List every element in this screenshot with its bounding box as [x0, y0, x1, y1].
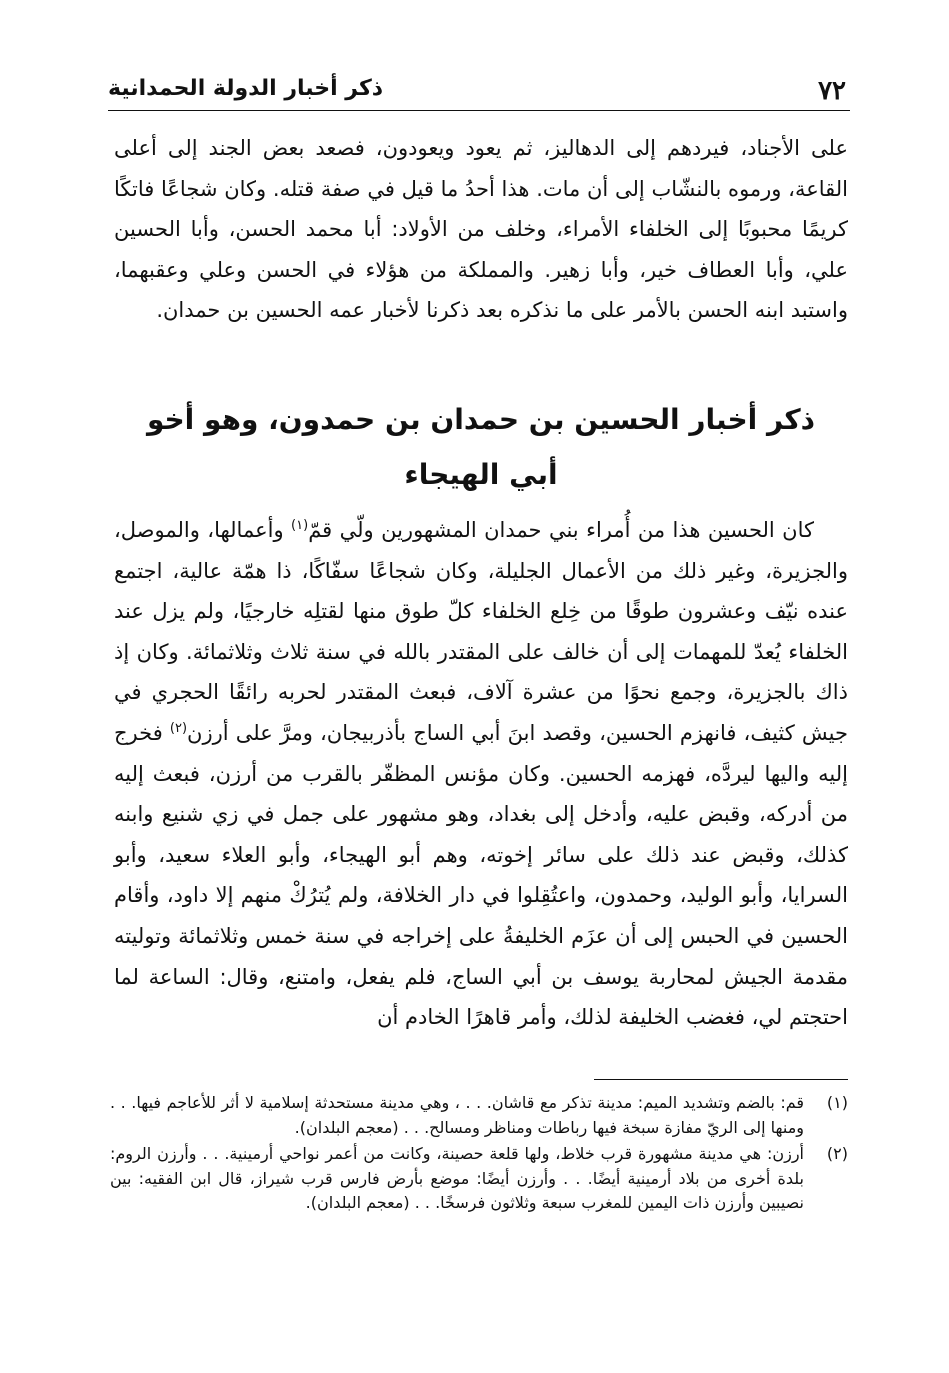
footnote-item — [110, 1142, 848, 1216]
footnote-number: (٢) — [826, 1144, 848, 1163]
footnotes — [110, 1091, 848, 1218]
footnote-text: أرزن: هي مدينة مشهورة قرب خلاط، ولها قلعة حصينة، وكانت من أعمر نواحي أرمينية. . . وأرزن الروم: بلدة أخرى من بلاد أرمينية أيضًا. . . وأرزن أيضًا: موضع بأرض فارس قرب شيراز، قال ابن الفقيه: بين نصيبين وأرزن ذات اليمين للمغرب سبعة وثلاثون فرسخًا. . . (معجم البلدان). — [110, 1144, 804, 1212]
section-paragraph — [114, 510, 848, 1038]
header-rule — [108, 110, 850, 111]
section-heading-line-1: ذكر أخبار الحسين بن حمدان بن حمدون، وهو أخو — [146, 403, 816, 436]
paragraph-part-1: كان الحسين هذا من أُمراء بني حمدان المشهورين ولّي قمّ — [308, 518, 815, 542]
footnote-text: قم: بالضم وتشديد الميم: مدينة تذكر مع قاشان. . . ، وهي مدينة مستحدثة إسلامية لا أثر للأعاجم فيها. . . ومنها إلى الريّ مفازة سبخة فيها رباطات ومناظر ومسالح. . . (معجم البلدان). — [110, 1093, 804, 1137]
paragraph-part-3: فخرج إليه واليها ليردَّه، فهزمه الحسين. وكان مؤنس المظفّر بالقرب من أرزن، فبعث إليه من أدركه، وقبض عليه، وأدخل إلى بغداد، وهو مشهور على جمل في زي شنيع وابنه كذلك، وقبض عند ذلك على سائر إخوته، وهم أبو الهيجاء، وأبو العلاء سعيد، وأبو السرايا، وأبو الوليد، وحمدون، واعتُقِلوا في دار الخلافة، ولم يُترُكْ منهم إلا داود، وأقام الحسين في الحبس إلى أن عزَم الخليفةُ على إخراجه في سنة خمس وثلاثمائة وتوليته مقدمة الجيش لمحاربة يوسف بن أبي الساج، فلم يفعل، وامتنع، وقال: الساعة لما احتجتم لي، فغضب الخليفة لذلك، وأمر قاهرًا الخادم أن — [114, 720, 848, 1030]
running-head — [108, 70, 850, 110]
section-heading — [114, 392, 848, 502]
page-number: ٧٢ — [818, 76, 846, 106]
running-title: ذكر أخبار الدولة الحمدانية — [108, 76, 384, 101]
paragraph-text — [114, 510, 848, 1038]
footnote-item — [110, 1091, 848, 1140]
section-heading-line-2: أبي الهيجاء — [404, 458, 558, 491]
paragraph-continued — [114, 128, 848, 331]
footnote-number: (١) — [826, 1093, 848, 1112]
footnote-ref-1[interactable]: (١) — [291, 518, 309, 533]
footnote-rule — [594, 1079, 848, 1080]
footnote-ref-2[interactable]: (٢) — [169, 720, 188, 736]
paragraph-part-2: وأعمالها، والموصل، والجزيرة، وغير ذلك من الأعمال الجليلة، وكان شجاعًا سفّاكًا، ذا همّة عالية، اجتمع عنده نيّف وعشرون طوقًا من خِلع الخلفاء كلّ طوق منها لقتلِه خارجيًا، ولم يزل عند الخلفاء يُعدّ للمهمات إلى أن خالف على المقتدر بالله في سنة ثلاث وثلاثمائة. وكان إذ ذاك بالجزيرة، وجمع نحوًا من عشرة آلاف، فبعث المقتدر لحربه رائقًا الحجري في جيش كثيف، فانهزم الحسين، وقصد ابنَ أبي الساج بأذربيجان، ومرَّ على أرزن — [114, 518, 848, 745]
paragraph-text: على الأجناد، فيردهم إلى الدهاليز، ثم يعود ويعودون، فصعد بعض الجند إلى أعلى القاعة، ورموه بالنشّاب إلى أن مات. هذا أحدُ ما قيل في صفة قتله. وكان شجاعًا فاتكًا كريمًا محبوبًا إلى الخلفاء الأمراء، وخلف من الأولاد: أبا محمد الحسن، وأبا الحسين علي، وأبا العطاف خير، وأبا زهير. والمملكة من هؤلاء في الحسن وعلي وعقبهما، واستبد ابنه الحسن بالأمر على ما نذكره بعد ذكرنا لأخبار عمه الحسين بن حمدان. — [114, 136, 848, 323]
